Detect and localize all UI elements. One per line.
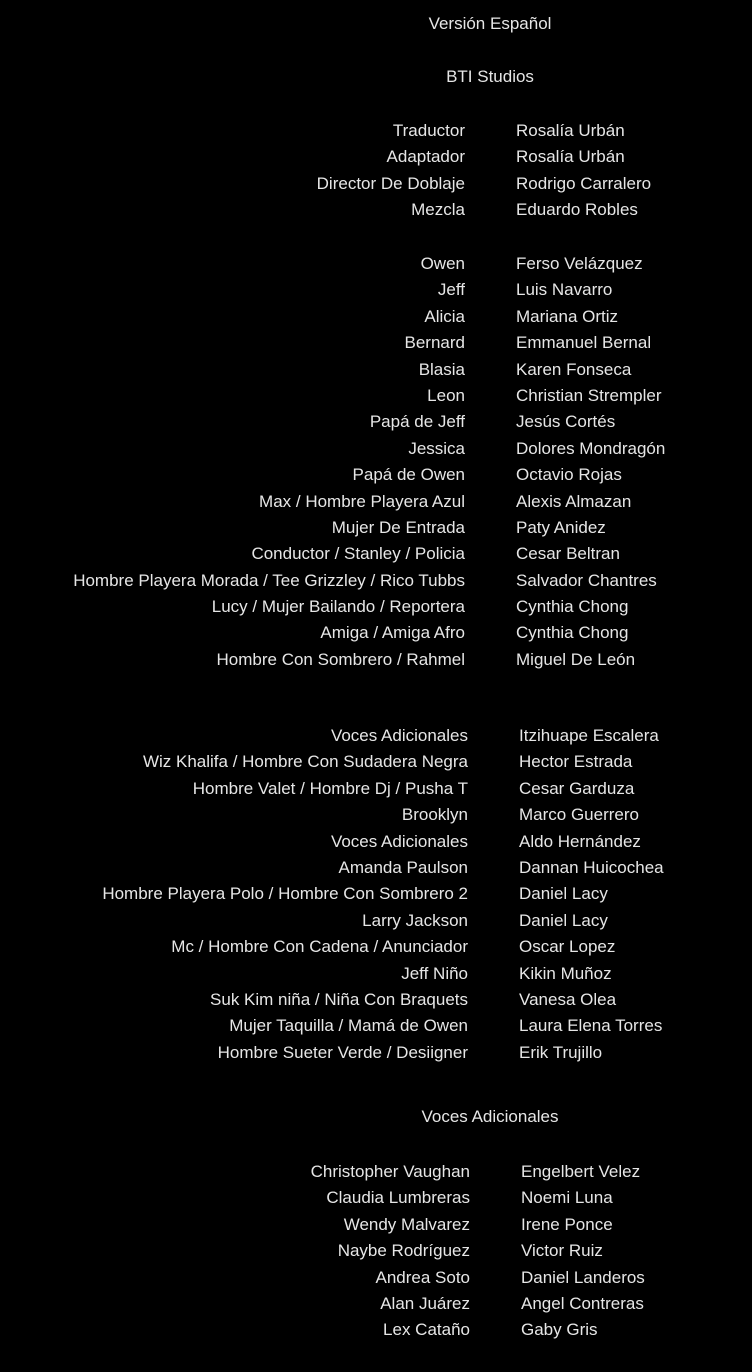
version-title: Versión Español — [428, 14, 552, 33]
credit-row — [0, 197, 752, 223]
credit-role: Adaptador — [386, 147, 465, 167]
credit-row — [0, 749, 752, 775]
credit-row — [0, 462, 752, 488]
cast-credits — [0, 251, 752, 673]
credit-row — [0, 1291, 752, 1317]
credit-role: Traductor — [392, 121, 465, 140]
credit-name: Marco Guerrero — [519, 805, 639, 825]
credit-name: Cesar Garduza — [519, 778, 635, 798]
credit-name: Eduardo Robles — [516, 200, 638, 220]
credit-role: Lex Cataño — [383, 1320, 470, 1340]
credit-row — [0, 723, 752, 749]
credit-row — [0, 1212, 752, 1238]
credit-row — [0, 144, 752, 170]
credit-name: Irene Ponce — [521, 1214, 613, 1234]
credit-role: Mujer De Entrada — [331, 517, 465, 537]
credit-row — [0, 802, 752, 828]
credit-role: Owen — [420, 254, 465, 273]
credit-row — [0, 251, 752, 277]
credit-role: Blasia — [418, 359, 465, 379]
credit-name: Jesús Cortés — [516, 412, 616, 432]
credit-name: Aldo Hernández — [519, 831, 641, 851]
credit-role: Conductor / Stanley / Policia — [251, 544, 465, 564]
credit-role: Christopher Vaughan — [310, 1162, 470, 1181]
credit-row — [0, 541, 752, 567]
credit-role: Jeff Niño — [401, 963, 468, 983]
credit-role: Naybe Rodríguez — [337, 1241, 470, 1261]
credit-name: Vanesa Olea — [519, 989, 617, 1009]
credit-name: Erik Trujillo — [519, 1042, 603, 1062]
credit-row — [0, 1317, 752, 1343]
credit-name: Gaby Gris — [521, 1320, 598, 1340]
credit-name: Ferso Velázquez — [516, 254, 643, 273]
credit-role: Alan Juárez — [380, 1293, 470, 1313]
credit-name: Victor Ruiz — [521, 1241, 603, 1261]
credit-name: Emmanuel Bernal — [516, 333, 652, 353]
credit-role: Hombre Playera Polo / Hombre Con Sombrero 2 — [102, 884, 468, 904]
credit-name: Cesar Beltran — [516, 544, 620, 564]
credit-row — [0, 855, 752, 881]
credit-row — [0, 934, 752, 960]
credit-row — [0, 961, 752, 987]
credit-name: Luis Navarro — [516, 280, 613, 300]
credit-name: Angel Contreras — [521, 1293, 644, 1313]
credit-name: Daniel Lacy — [519, 884, 608, 904]
credit-role: Max / Hombre Playera Azul — [259, 491, 465, 511]
credit-row — [0, 594, 752, 620]
credit-row — [0, 1013, 752, 1039]
credit-row — [0, 409, 752, 435]
credit-row — [0, 357, 752, 383]
credit-name: Cynthia Chong — [516, 623, 629, 643]
credit-name: Octavio Rojas — [516, 465, 622, 485]
credit-row — [0, 277, 752, 303]
credit-row — [0, 647, 752, 673]
credit-name: Laura Elena Torres — [519, 1016, 663, 1036]
credit-role: Director De Doblaje — [316, 173, 465, 193]
credit-name: Kikin Muñoz — [519, 963, 612, 983]
studio-title: BTI Studios — [446, 67, 534, 86]
credit-name: Karen Fonseca — [516, 359, 632, 379]
credit-row — [0, 330, 752, 356]
credit-role: Brooklyn — [401, 805, 468, 825]
credit-role: Mujer Taquilla / Mamá de Owen — [229, 1016, 468, 1036]
credit-name: Hector Estrada — [519, 752, 633, 772]
credit-row — [0, 776, 752, 802]
credit-name: Rosalía Urbán — [516, 121, 625, 140]
credit-row — [0, 568, 752, 594]
credit-row — [0, 1238, 752, 1264]
credit-role: Andrea Soto — [375, 1267, 470, 1287]
credit-row — [0, 620, 752, 646]
credit-role: Jeff — [437, 280, 465, 300]
credit-role: Papá de Owen — [352, 465, 465, 485]
credit-role: Hombre Playera Morada / Tee Grizzley / Rico Tubbs — [73, 570, 465, 590]
credit-name: Dannan Huicochea — [519, 857, 664, 877]
credit-row — [0, 515, 752, 541]
crew-credits — [0, 118, 752, 224]
credit-name: Daniel Landeros — [521, 1267, 645, 1287]
credit-role: Voces Adicionales — [330, 831, 468, 851]
credit-role: Mezcla — [411, 200, 465, 220]
credit-name: Alexis Almazan — [516, 491, 632, 511]
credit-name: Oscar Lopez — [519, 937, 616, 957]
credit-name: Rodrigo Carralero — [516, 173, 652, 193]
credit-role: Wiz Khalifa / Hombre Con Sudadera Negra — [142, 752, 468, 772]
additional-voices-heading: Voces Adicionales — [421, 1107, 559, 1126]
credit-row — [0, 118, 752, 144]
credit-row — [0, 908, 752, 934]
credit-name: Paty Anidez — [516, 517, 606, 537]
credit-role: Leon — [427, 385, 465, 405]
credit-name: Noemi Luna — [521, 1188, 613, 1208]
credit-role: Wendy Malvarez — [343, 1214, 470, 1234]
credit-row — [0, 1185, 752, 1211]
credit-name: Salvador Chantres — [516, 570, 657, 590]
additional-voices-credits — [0, 1159, 752, 1344]
credit-row — [0, 829, 752, 855]
credit-name: Cynthia Chong — [516, 597, 629, 617]
credit-row — [0, 383, 752, 409]
credit-row — [0, 881, 752, 907]
credit-role: Amanda Paulson — [338, 857, 468, 877]
credit-role: Hombre Valet / Hombre Dj / Pusha T — [192, 778, 468, 798]
credit-role: Voces Adicionales — [330, 726, 468, 745]
credit-row — [0, 436, 752, 462]
credit-name: Christian Strempler — [516, 385, 662, 405]
credit-name: Rosalía Urbán — [516, 147, 625, 167]
credit-role: Mc / Hombre Con Cadena / Anunciador — [171, 937, 468, 957]
credit-row — [0, 489, 752, 515]
credit-role: Bernard — [404, 333, 465, 353]
credit-name: Mariana Ortiz — [516, 306, 619, 326]
credit-row — [0, 1040, 752, 1066]
credit-role: Jessica — [408, 438, 465, 458]
credit-name: Itzihuape Escalera — [519, 726, 659, 745]
credit-row — [0, 1159, 752, 1185]
credit-role: Claudia Lumbreras — [326, 1188, 470, 1208]
credit-role: Suk Kim niña / Niña Con Braquets — [210, 989, 468, 1009]
credit-row — [0, 987, 752, 1013]
additional-cast-credits — [0, 723, 752, 1066]
credit-role: Hombre Con Sombrero / Rahmel — [216, 649, 465, 669]
credit-name: Dolores Mondragón — [516, 438, 666, 458]
credit-role: Amiga / Amiga Afro — [320, 623, 465, 643]
credit-row — [0, 304, 752, 330]
credit-role: Lucy / Mujer Bailando / Reportera — [211, 597, 465, 617]
credit-role: Alicia — [424, 306, 465, 326]
credit-role: Papá de Jeff — [369, 412, 465, 432]
credit-name: Engelbert Velez — [521, 1162, 641, 1181]
credit-name: Miguel De León — [516, 649, 636, 669]
credit-row — [0, 1265, 752, 1291]
credit-role: Larry Jackson — [362, 910, 468, 930]
credit-role: Hombre Sueter Verde / Desiigner — [217, 1042, 468, 1062]
credit-row — [0, 171, 752, 197]
credit-name: Daniel Lacy — [519, 910, 608, 930]
